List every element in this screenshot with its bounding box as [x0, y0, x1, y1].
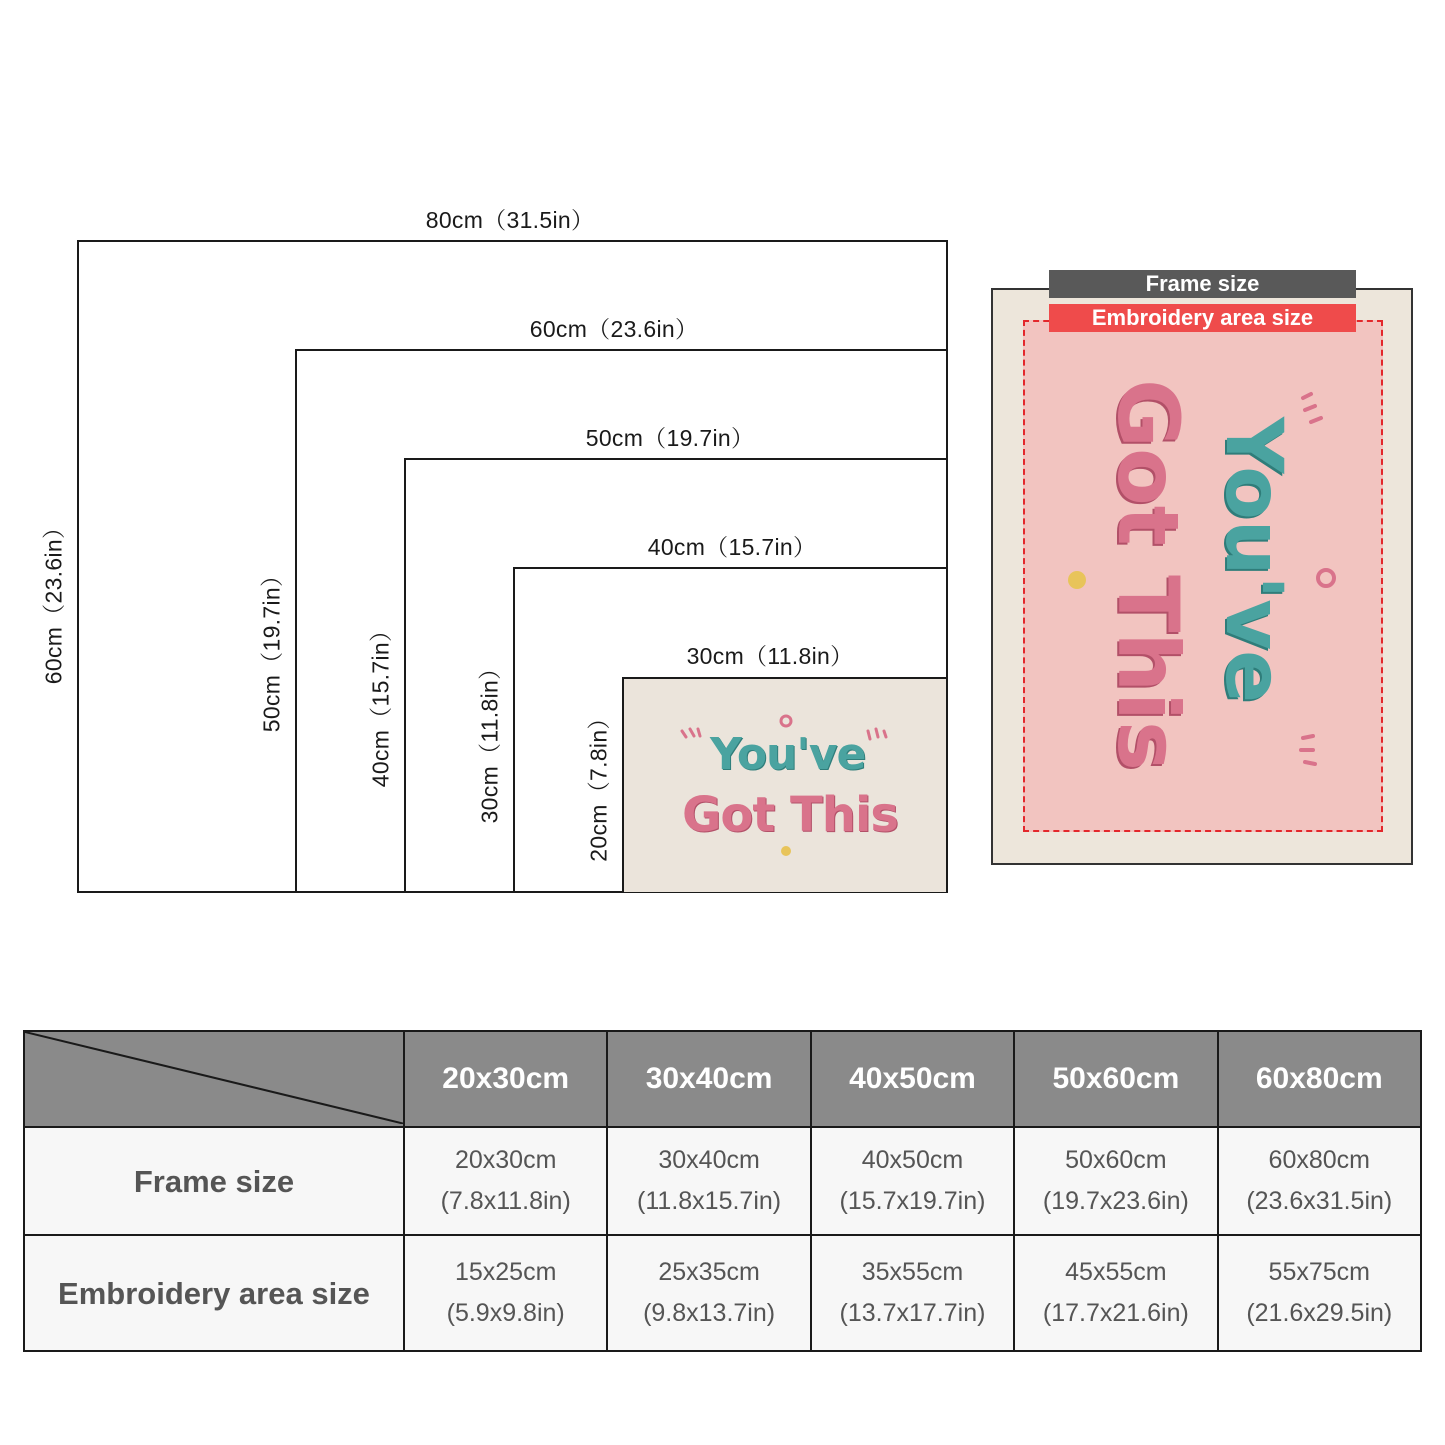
table-cell [1014, 1235, 1217, 1351]
width-label-40cm: 40cm（15.7in） [647, 534, 817, 560]
column-header: 50x60cm [1014, 1031, 1217, 1127]
cell-in: (7.8x11.8in) [440, 1187, 571, 1215]
small-photo-ornaments [624, 679, 946, 892]
cell-cm: 60x80cm [1268, 1146, 1370, 1174]
product-photo-small [622, 677, 946, 892]
cell-in: (13.7x17.7in) [839, 1299, 986, 1327]
table-row [24, 1235, 1421, 1351]
cell-in: (17.7x21.6in) [1042, 1299, 1189, 1327]
table-header-row [24, 1031, 1421, 1127]
table-cell [404, 1235, 607, 1351]
column-header: 20x30cm [404, 1031, 607, 1127]
cell-in: (9.8x13.7in) [643, 1299, 776, 1327]
small-photo-line-1: You've [710, 729, 866, 780]
cell-in: (5.9x9.8in) [446, 1299, 565, 1327]
column-header: 40x50cm [811, 1031, 1014, 1127]
cell-cm: 40x50cm [861, 1146, 964, 1174]
table-cell [811, 1127, 1014, 1235]
cell-in: (11.8x15.7in) [637, 1187, 782, 1215]
table-cell [1218, 1127, 1421, 1235]
cell-cm: 50x60cm [1065, 1146, 1167, 1174]
cell-cm: 55x75cm [1268, 1258, 1370, 1286]
table-cell [1014, 1127, 1217, 1235]
embroidery-area-legend: Embroidery area size [1049, 304, 1356, 332]
cell-cm: 20x30cm [454, 1146, 557, 1174]
width-label-30cm: 30cm（11.8in） [686, 643, 854, 669]
big-photo-line-1: You've [1208, 416, 1298, 704]
table-cell [607, 1127, 810, 1235]
cell-in: (15.7x19.7in) [839, 1187, 986, 1215]
height-label-30cm: 30cm（11.8in） [476, 656, 503, 824]
size-spec-table [23, 1030, 1422, 1352]
width-label-60cm: 60cm（23.6in） [529, 316, 699, 342]
cell-cm: 35x55cm [861, 1258, 964, 1286]
table-cell [811, 1235, 1014, 1351]
table-cell [1218, 1235, 1421, 1351]
small-photo-line-2: Got This [682, 787, 898, 843]
table-row [24, 1127, 1421, 1235]
column-header: 60x80cm [1218, 1031, 1421, 1127]
corner-diagonal [25, 1032, 405, 1124]
table-cell [607, 1235, 810, 1351]
big-photo-line-2: Got This [1099, 379, 1197, 771]
cell-cm: 25x35cm [658, 1258, 760, 1286]
column-header: 30x40cm [607, 1031, 810, 1127]
cell-cm: 30x40cm [658, 1146, 760, 1174]
row-label: Embroidery area size [24, 1235, 404, 1351]
cell-in: (23.6x31.5in) [1246, 1187, 1393, 1215]
cell-in: (19.7x23.6in) [1042, 1187, 1189, 1215]
width-label-50cm: 50cm（19.7in） [585, 425, 755, 451]
big-photo-ornaments [993, 290, 1413, 865]
table-corner-cell [24, 1031, 404, 1127]
cell-cm: 45x55cm [1065, 1258, 1167, 1286]
table-cell [404, 1127, 607, 1235]
width-label-80cm: 80cm（31.5in） [425, 207, 595, 233]
height-label-50cm: 50cm（19.7in） [258, 563, 285, 733]
height-label-40cm: 40cm（15.7in） [367, 618, 394, 788]
height-label-20cm: 20cm（7.8in） [585, 706, 612, 862]
frame-size-legend: Frame size [1049, 270, 1356, 298]
cell-cm: 15x25cm [454, 1258, 557, 1286]
height-label-60cm: 60cm（23.6in） [40, 515, 67, 685]
cell-in: (21.6x29.5in) [1246, 1299, 1393, 1327]
row-label: Frame size [24, 1127, 404, 1235]
product-photo-large [991, 288, 1413, 865]
